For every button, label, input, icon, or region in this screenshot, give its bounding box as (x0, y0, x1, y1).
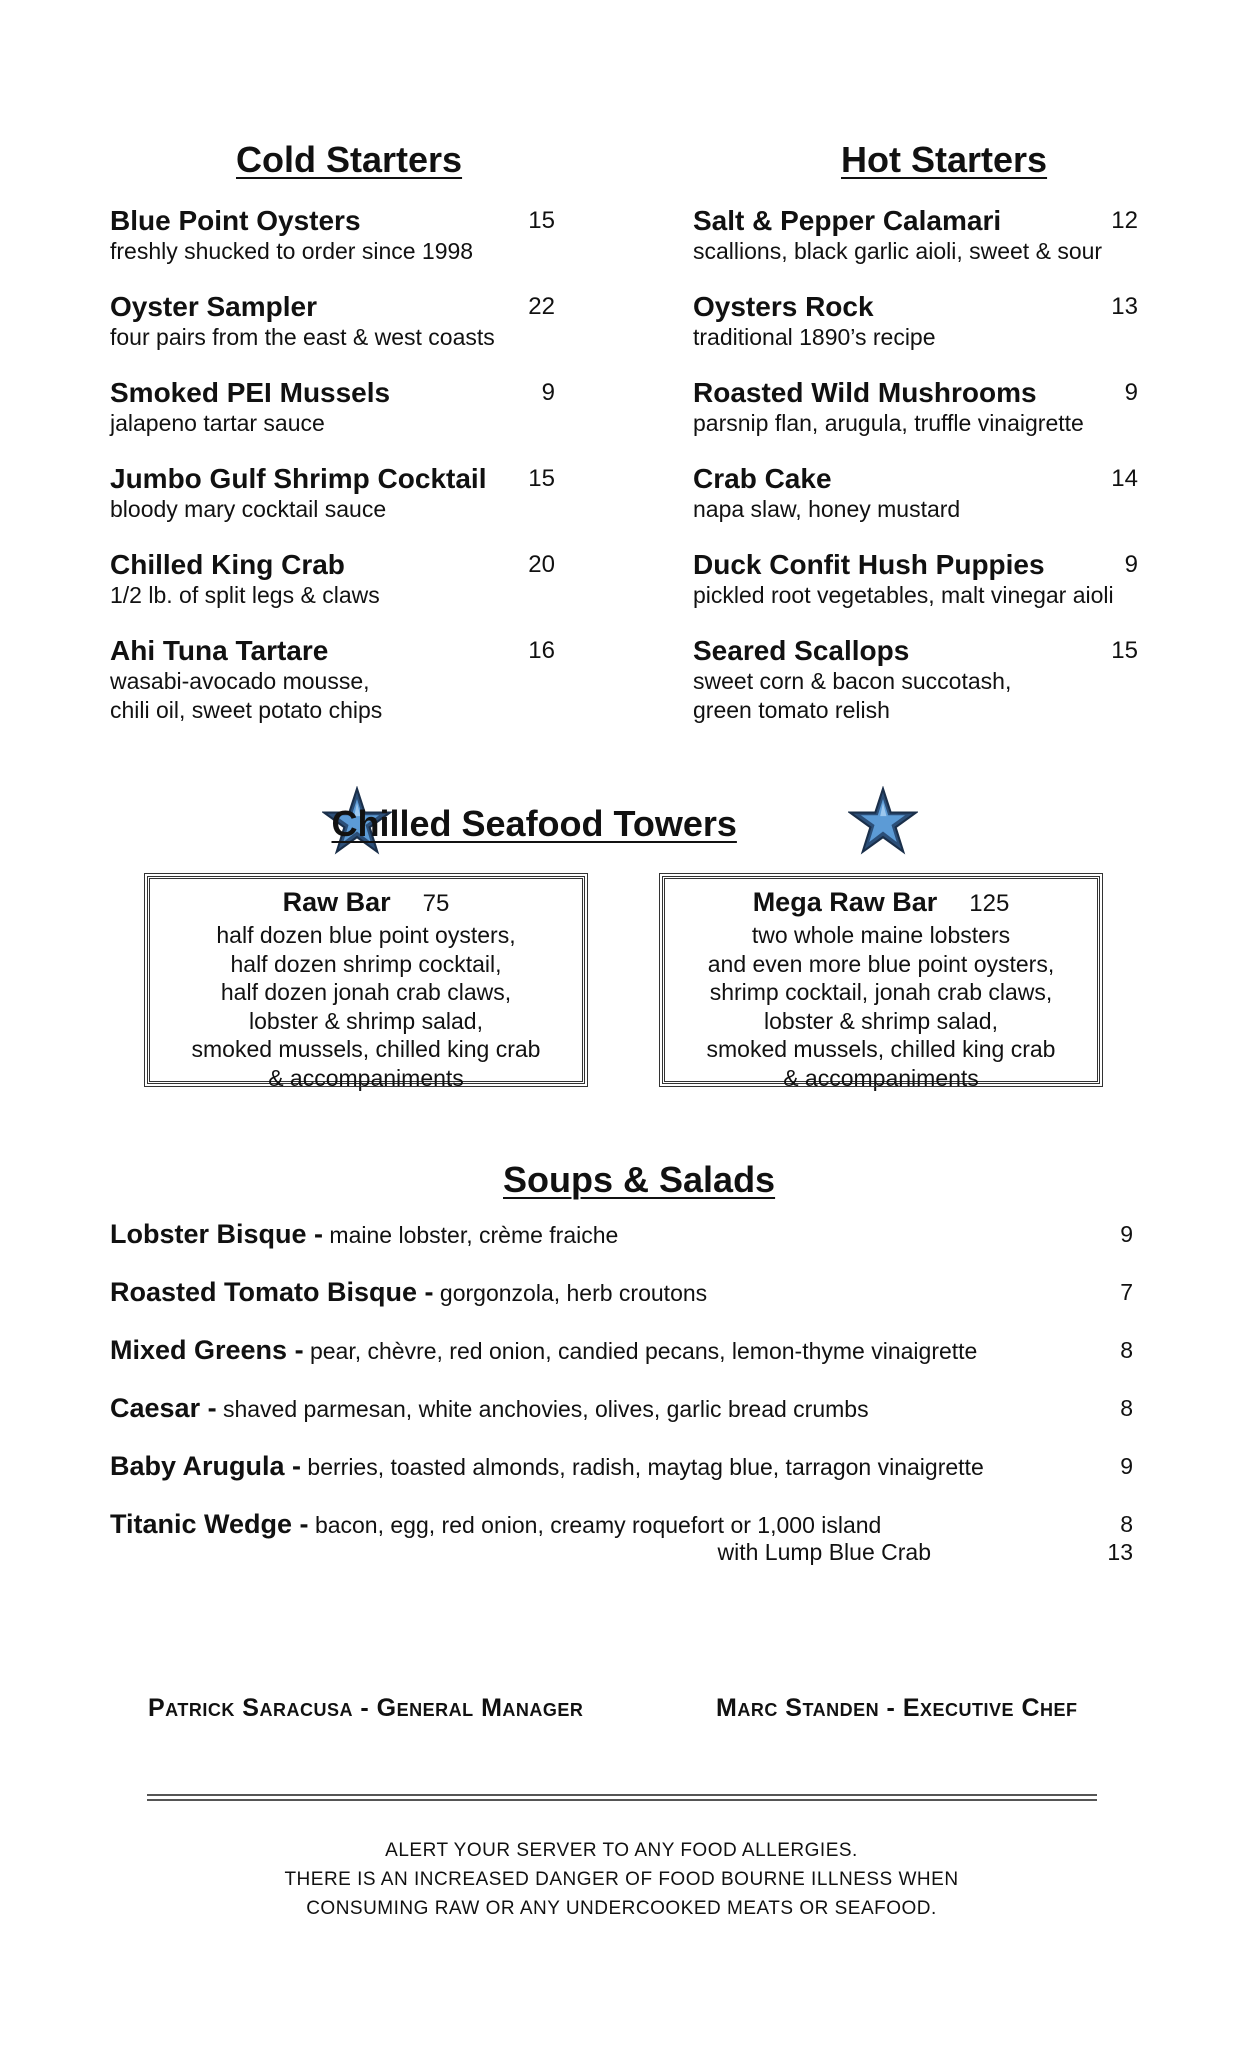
towers-title: Chilled Seafood Towers (331, 803, 737, 844)
soups-salads-title: Soups & Salads (503, 1159, 776, 1200)
item-price: 9 (1120, 1453, 1133, 1479)
item-description: chili oil, sweet potato chips (110, 697, 383, 723)
item-name: Mixed Greens - (110, 1335, 304, 1365)
menu-item (110, 1217, 1133, 1275)
item-name: Chilled King Crab (110, 549, 345, 580)
menu-item (693, 205, 1138, 266)
tower-line: two whole maine lobsters (751, 922, 1011, 948)
allergy-notice: ALERT YOUR SERVER TO ANY FOOD ALLERGIES. (385, 1840, 858, 1861)
item-description: green tomato relish (693, 697, 890, 723)
food-safety-notice: THERE IS AN INCREASED DANGER OF FOOD BOURNE ILLNESS WHEN (284, 1869, 959, 1890)
item-addon-price: 13 (1107, 1539, 1133, 1565)
executive-chef: Marc Standen - Executive Chef (716, 1694, 1078, 1722)
item-price: 8 (1120, 1395, 1133, 1421)
item-price: 14 (1111, 465, 1138, 492)
tower-name: Raw Bar (282, 887, 391, 917)
item-description: pear, chèvre, red onion, candied pecans, lemon-thyme vinaigrette (309, 1338, 978, 1364)
star-icon (848, 786, 918, 856)
item-name: Roasted Tomato Bisque - (110, 1277, 434, 1307)
item-price: 7 (1120, 1279, 1133, 1305)
menu-item (110, 463, 555, 524)
item-price: 9 (541, 379, 555, 406)
item-name: Oyster Sampler (110, 291, 317, 322)
menu-item (110, 1333, 1133, 1391)
menu-item (693, 549, 1138, 610)
item-description: jalapeno tartar sauce (110, 410, 325, 436)
tower-line: smoked mussels, chilled king crab (706, 1036, 1056, 1062)
tower-line: half dozen shrimp cocktail, (230, 950, 502, 977)
tower-price: 75 (422, 890, 450, 917)
menu-item (110, 1507, 1133, 1565)
item-name: Salt & Pepper Calamari (693, 205, 1002, 236)
item-description: scallions, black garlic aioli, sweet & sour (693, 238, 1103, 264)
hot-starters-title: Hot Starters (841, 139, 1048, 180)
item-price: 8 (1120, 1337, 1133, 1363)
menu-item (693, 463, 1138, 524)
item-name: Seared Scallops (693, 635, 910, 666)
item-name: Ahi Tuna Tartare (110, 635, 329, 666)
tower-line: lobster & shrimp salad, (249, 1007, 483, 1034)
food-safety-notice: CONSUMING RAW OR ANY UNDERCOOKED MEATS OR SEAFOOD. (306, 1898, 937, 1919)
item-price: 9 (1120, 1221, 1133, 1247)
tower-line: and even more blue point oysters, (707, 950, 1055, 977)
item-name: Oysters Rock (693, 291, 874, 322)
menu-item (693, 635, 1138, 725)
divider (147, 1794, 1097, 1796)
menu-item (693, 377, 1138, 438)
item-price: 20 (528, 551, 555, 578)
item-name: Lobster Bisque - (110, 1219, 324, 1249)
tower-line: half dozen jonah crab claws, (220, 979, 512, 1005)
item-description: bacon, egg, red onion, creamy roquefort or 1,000 island (314, 1512, 882, 1538)
tower-line: shrimp cocktail, jonah crab claws, (709, 979, 1053, 1005)
menu-item (110, 1391, 1133, 1449)
item-price: 22 (528, 293, 555, 320)
tower-line: half dozen blue point oysters, (216, 922, 516, 948)
item-description: pickled root vegetables, malt vinegar aioli (693, 582, 1114, 608)
item-description: traditional 1890’s recipe (693, 324, 936, 350)
menu-item (110, 205, 555, 266)
item-price: 9 (1124, 551, 1138, 578)
item-price: 8 (1120, 1511, 1133, 1537)
item-price: 9 (1124, 379, 1138, 406)
item-name: Roasted Wild Mushrooms (693, 377, 1037, 408)
tower-line: smoked mussels, chilled king crab (191, 1036, 541, 1062)
raw-bar-box (147, 876, 585, 1091)
item-description: napa slaw, honey mustard (693, 496, 961, 522)
mega-raw-bar-box (662, 876, 1100, 1091)
cold-starters-title: Cold Starters (236, 139, 463, 180)
item-description: bloody mary cocktail sauce (110, 496, 387, 522)
hot-starters-list (693, 205, 1138, 750)
item-price: 15 (1111, 637, 1138, 664)
item-price: 16 (528, 637, 555, 664)
item-name: Baby Arugula - (110, 1451, 302, 1481)
item-name: Crab Cake (693, 463, 832, 494)
cold-starters-list (110, 205, 555, 750)
item-description: wasabi-avocado mousse, (110, 668, 370, 694)
soups-salads-list (110, 1217, 1133, 1565)
menu-item (693, 291, 1138, 352)
item-name: Blue Point Oysters (110, 205, 361, 236)
tower-line: lobster & shrimp salad, (764, 1007, 998, 1034)
tower-price: 125 (969, 890, 1010, 917)
item-description: freshly shucked to order since 1998 (110, 238, 474, 264)
divider (147, 1799, 1097, 1801)
item-name: Jumbo Gulf Shrimp Cocktail (110, 463, 487, 494)
menu-item (110, 1449, 1133, 1507)
item-name: Smoked PEI Mussels (110, 377, 391, 408)
item-price: 13 (1111, 293, 1138, 320)
item-description: berries, toasted almonds, radish, maytag blue, tarragon vinaigrette (307, 1454, 984, 1480)
tower-name: Mega Raw Bar (752, 887, 938, 917)
general-manager: Patrick Saracusa - General Manager (148, 1694, 584, 1722)
item-description: sweet corn & bacon succotash, (693, 668, 1012, 694)
item-description: shaved parmesan, white anchovies, olives, garlic bread crumbs (222, 1396, 869, 1422)
item-description: four pairs from the east & west coasts (110, 324, 495, 350)
item-name: Titanic Wedge - (110, 1509, 309, 1539)
menu-item (110, 377, 555, 438)
item-price: 15 (528, 207, 555, 234)
item-description: maine lobster, crème fraiche (329, 1222, 619, 1248)
item-price: 12 (1111, 207, 1138, 234)
item-price: 15 (528, 465, 555, 492)
menu-item (110, 1275, 1133, 1333)
menu-item (110, 291, 555, 352)
item-description: parsnip flan, arugula, truffle vinaigrette (693, 410, 1084, 436)
item-addon: with Lump Blue Crab (717, 1539, 931, 1565)
tower-line: & accompaniments (268, 1064, 464, 1091)
menu-item (110, 549, 555, 610)
item-description: 1/2 lb. of split legs & claws (110, 582, 380, 608)
item-name: Duck Confit Hush Puppies (693, 549, 1045, 580)
item-description: gorgonzola, herb croutons (439, 1280, 708, 1306)
menu-item (110, 635, 555, 725)
tower-line: & accompaniments (783, 1064, 979, 1091)
item-name: Caesar - (110, 1393, 217, 1423)
